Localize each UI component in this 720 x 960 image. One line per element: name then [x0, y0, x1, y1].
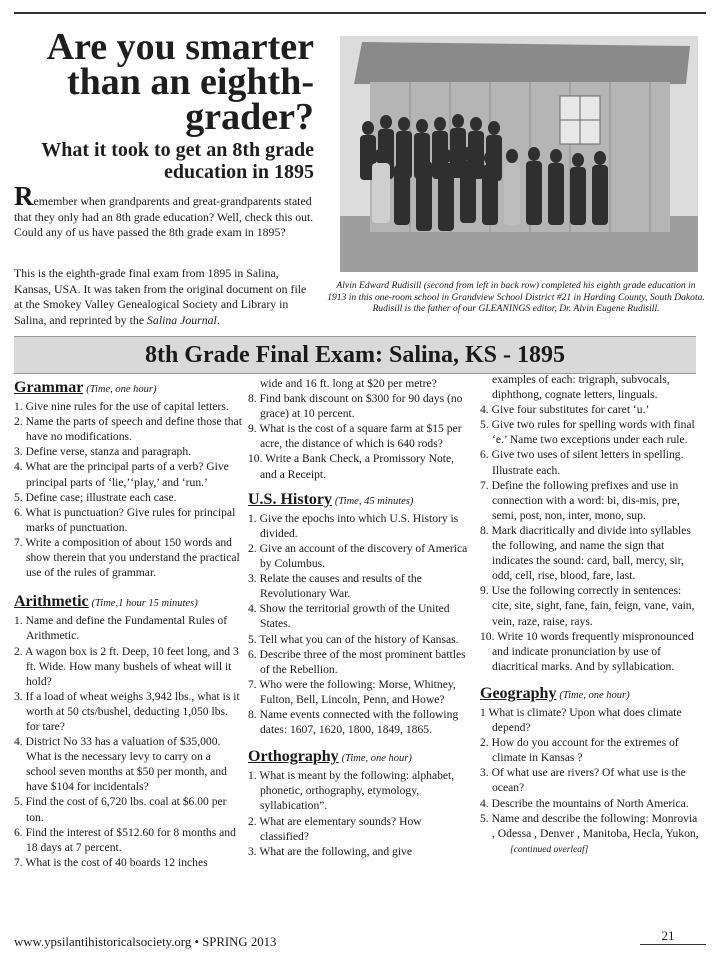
question: 2. Give an account of the discovery of America by Columbus. — [248, 541, 468, 571]
question: 4. District No 33 has a valuation of $35,000. What is the necessary levy to carry on a school seven months at $50 per month, and have $104 for incidentals? — [14, 735, 227, 794]
intro-paragraph — [14, 181, 314, 241]
page-number-rule — [640, 944, 706, 945]
question: 1. What is meant by the following: alphabet, phonetic, orthography, etymology, syllabication”. — [248, 769, 455, 813]
question-continuation: examples of each: trigraph, subvocals, diphthong, cognate letters, linguals. — [492, 373, 670, 402]
grammar-heading — [14, 380, 242, 397]
column-2 — [248, 376, 470, 859]
publication-name: Salina Journal — [147, 312, 217, 327]
question: 9. Use the following correctly in sentences: cite, site, sight, fane, fain, feign, vane, vain, vein, raze, raise, rays. — [480, 584, 695, 628]
section-name: Grammar — [14, 379, 84, 396]
question: 3. Define verse, stanza and paragraph. — [14, 445, 192, 459]
grammar-questions — [14, 399, 242, 580]
section-time: (Time, one hour) — [559, 689, 630, 701]
question: 5. Give two rules for spelling words with final ‘e.’ Name two exceptions under each rule. — [480, 418, 695, 447]
source-text: This is the eighth-grade final exam from 1895 in Salina, Kansas, USA. It was taken from the original document on file at the Smokey Valley Genealogical Society and Library in Salina, and reprinted by the — [14, 266, 307, 327]
question: 3. If a load of wheat weighs 3,942 lbs., what is it worth at 50 cts/bushel, deducting 1,050 lbs. for tare? — [14, 689, 240, 733]
question: 5. Tell what you can of the history of Kansas. — [248, 632, 459, 646]
question: 7. Write a composition of about 150 words and show therein that you understand the practical use of the rules of grammar. — [14, 535, 240, 580]
section-name: U.S. History — [248, 490, 332, 508]
question: 1. Give the epochs into which U.S. History is divided. — [248, 511, 459, 540]
source-paragraph — [14, 266, 314, 328]
question: 4. Describe the mountains of North America. — [480, 796, 689, 810]
history-heading — [248, 492, 470, 509]
section-name: Orthography — [248, 748, 339, 766]
photo-caption: Alvin Edward Rudisill (second from left in back row) completed his eighth grade education in 1913 in this one-room school in Grandview School District #21 in Harding County, South Dakota. Rudisill is the father of our GLEANINGS editor, Dr. Alvin Eugene Rudisill. — [327, 280, 705, 315]
footer-separator: • — [194, 935, 199, 949]
question: 8. Name events connected with the following dates: 1607, 1620, 1800, 1849, 1865. — [248, 707, 459, 737]
intro-text: emember when grandparents and great-grandparents stated that they only had an 8th grade education? Well, check this out. Could any of us have passed the 8th grade exam in 1895? — [14, 194, 314, 240]
section-time: (Time, one hour) — [341, 753, 412, 765]
issue-label: SPRING 2013 — [202, 935, 277, 949]
arithmetic-heading — [14, 594, 242, 611]
question: 10. Write a Bank Check, a Promissory Note, and a Receipt. — [248, 452, 455, 481]
schoolhouse-photo-illustration — [340, 36, 698, 272]
question: 5. Name and describe the following: Monrovia , Odessa , Denver , Manitoba, Hecla, Yukon, — [480, 811, 699, 840]
question-continuation: wide and 16 ft. long at $20 per metre? — [260, 377, 437, 390]
arithmetic-questions — [14, 613, 242, 870]
question: 4. Show the territorial growth of the United States. — [248, 602, 450, 631]
question: 4. What are the principal parts of a verb? Give principal parts of ‘lie,’‘play,’ and ‘run.’ — [14, 460, 229, 489]
section-name: Arithmetic — [14, 593, 89, 611]
question: 2. Name the parts of speech and define those that have no modifications. — [14, 415, 242, 444]
question: 2. How do you account for the extremes of climate in Kansas ? — [480, 736, 679, 765]
section-time: (Time, 45 minutes) — [334, 495, 414, 507]
question: 6. Find the interest of $512.60 for 8 months and 18 days at 7 percent. — [14, 825, 236, 854]
continued-overleaf-note: [continued overleaf] — [510, 844, 589, 855]
geography-heading — [480, 686, 702, 703]
geography-questions — [480, 705, 702, 841]
question: 1 What is climate? Upon what does climate depend? — [480, 705, 682, 735]
website-link[interactable]: www.ypsilantihistoricalsociety.org — [14, 935, 192, 949]
source-end: . — [216, 312, 220, 327]
orthography-heading — [248, 749, 470, 766]
question: 7. Define the following prefixes and use in connection with a word: bi, dis-mis, pre, semi, post, non, inter, mono, sup. — [480, 478, 680, 522]
question: 3. Of what use are rivers? Of what use is the ocean? — [480, 766, 686, 795]
question: 1. Name and define the Fundamental Rules of Arithmetic. — [14, 614, 228, 643]
question: 9. What is the cost of a square farm at $15 per acre, the distance of which is 640 rods? — [248, 422, 462, 451]
question: 2. What are elementary sounds? How classified? — [248, 814, 422, 843]
question: 6. What is punctuation? Give rules for principal marks of punctuation. — [14, 505, 236, 534]
question: 7. What is the cost of 40 boards 12 inches — [14, 855, 208, 869]
question: 5. Define case; illustrate each case. — [14, 490, 177, 504]
question: 8. Find bank discount on $300 for 90 days (no grace) at 10 percent. — [248, 392, 463, 421]
question: 4. Give four substitutes for caret ‘u.’ — [480, 403, 650, 417]
history-questions — [248, 511, 470, 737]
question: 10. Write 10 words frequently mispronounced and indicate pronunciation by use of diacritical marks. And by syllabication. — [480, 629, 694, 673]
page-footer — [14, 934, 514, 950]
page-number: 21 — [661, 928, 675, 943]
exam-banner: 8th Grade Final Exam: Salina, KS - 1895 — [14, 336, 696, 374]
schoolhouse-photo — [340, 36, 698, 272]
question: 6. Describe three of the most prominent battles of the Rebellion. — [248, 647, 466, 676]
question: 3. What are the following, and give — [248, 844, 412, 858]
section-time: (Time, one hour) — [86, 384, 157, 395]
question: 8. Mark diacritically and divide into syllables the following, and name the sign that indicates the sound: card, ball, mercy, sir, odd, cell, rise, blood, fare, last. — [480, 523, 691, 583]
question: 2. A wagon box is 2 ft. Deep, 10 feet long, and 3 ft. Wide. How many bushels of wheat will it hold? — [14, 644, 239, 688]
question: 3. Relate the causes and results of the Revolutionary War. — [248, 572, 422, 601]
drop-cap: R — [14, 181, 34, 211]
column-1 — [14, 376, 242, 870]
question: 1. Give nine rules for the use of capital letters. — [14, 400, 229, 414]
section-time: (Time,1 hour 15 minutes) — [91, 598, 198, 610]
question: 7. Who were the following: Morse, Whitney, Fulton, Bell, Lincoln, Penn, and Howe? — [248, 677, 456, 706]
column-3 — [480, 372, 702, 858]
top-rule — [14, 12, 706, 14]
orthography-questions-more — [480, 402, 702, 674]
question: 5. Find the cost of 6,720 lbs. coal at $6.00 per ton. — [14, 795, 227, 824]
headline: Are you smarter than an eighth-grader? — [46, 26, 314, 138]
question: 6. Give two uses of silent letters in spelling. Illustrate each. — [480, 448, 684, 477]
arithmetic-questions-more — [248, 391, 470, 482]
orthography-questions — [248, 768, 470, 859]
section-name: Geography — [480, 684, 557, 702]
subheadline: What it took to get an 8th grade education in 1895 — [41, 139, 314, 183]
